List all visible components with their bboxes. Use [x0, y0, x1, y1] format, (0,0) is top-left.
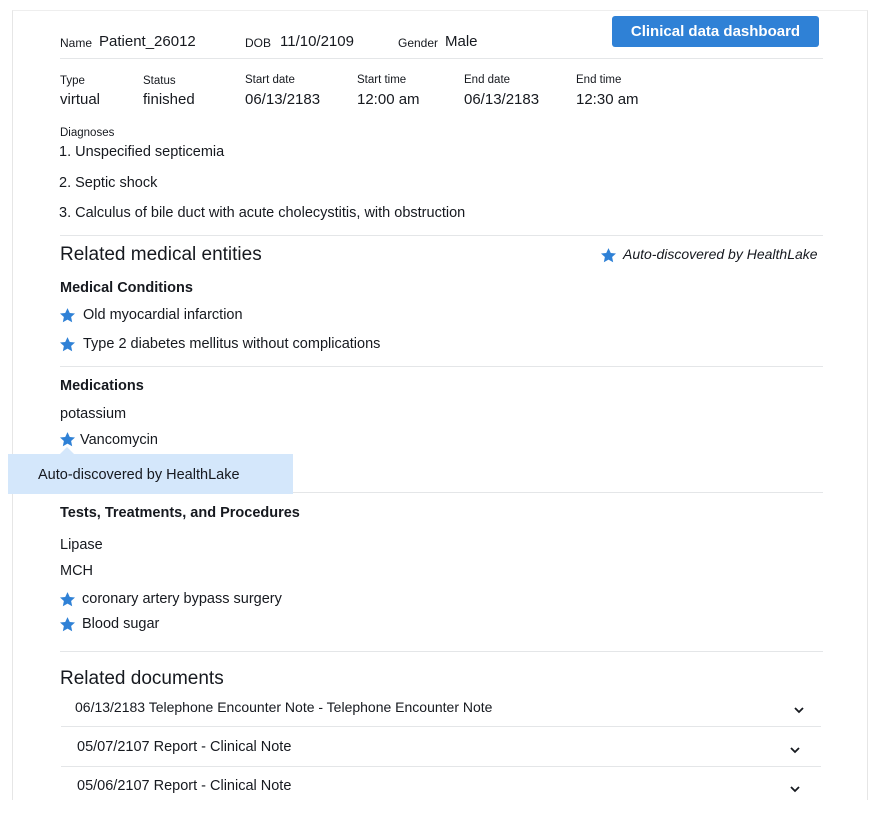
- related-entities-title: Related medical entities: [60, 244, 262, 265]
- star-icon: [59, 616, 76, 633]
- document-title: 05/07/2107 Report - Clinical Note: [77, 739, 292, 755]
- type-label: Type: [60, 75, 85, 87]
- dob-label: DOB: [245, 36, 272, 50]
- diagnosis-item: 3. Calculus of bile duct with acute cholecystitis, with obstruction: [59, 205, 466, 221]
- end-date-value: 06/13/2183: [464, 91, 540, 108]
- end-date-label: End date: [464, 74, 511, 86]
- gender-value: Male: [445, 33, 478, 50]
- star-icon: [600, 247, 617, 264]
- star-icon: [59, 336, 76, 353]
- clinical-data-dashboard-button[interactable]: Clinical data dashboard: [612, 16, 819, 47]
- divider: [60, 58, 823, 59]
- document-title: 05/06/2107 Report - Clinical Note: [77, 778, 292, 794]
- star-icon: [59, 307, 76, 324]
- type-value: virtual: [60, 91, 101, 108]
- start-date-value: 06/13/2183: [245, 91, 321, 108]
- procedure-item: Blood sugar: [82, 616, 160, 632]
- tooltip-arrow: [60, 447, 74, 454]
- condition-item: Old myocardial infarction: [83, 307, 243, 323]
- start-time-value: 12:00 am: [357, 91, 420, 108]
- medication-item: Vancomycin: [80, 432, 158, 448]
- document-row[interactable]: [61, 767, 821, 800]
- medication-item: potassium: [60, 406, 127, 422]
- name-label: Name: [60, 36, 93, 50]
- divider: [60, 235, 823, 236]
- chevron-down-icon[interactable]: [789, 744, 801, 756]
- status-value: finished: [143, 91, 195, 108]
- medical-conditions-title: Medical Conditions: [60, 280, 193, 296]
- document-row[interactable]: [61, 727, 821, 767]
- patient-name: Patient_26012: [99, 33, 196, 50]
- procedure-item: MCH: [60, 563, 94, 579]
- related-documents-title: Related documents: [60, 668, 224, 689]
- start-date-label: Start date: [245, 74, 295, 86]
- start-time-label: Start time: [357, 74, 407, 86]
- end-time-value: 12:30 am: [576, 91, 639, 108]
- end-time-label: End time: [576, 74, 622, 86]
- diagnoses-label: Diagnoses: [60, 127, 115, 139]
- chevron-down-icon[interactable]: [793, 704, 805, 716]
- medications-title: Medications: [60, 378, 144, 394]
- gender-label: Gender: [398, 36, 439, 50]
- procedures-title: Tests, Treatments, and Procedures: [60, 505, 300, 521]
- auto-discovered-tooltip: Auto-discovered by HealthLake: [8, 454, 293, 494]
- procedure-item: Lipase: [60, 537, 103, 553]
- chevron-down-icon[interactable]: [789, 783, 801, 795]
- star-icon[interactable]: [59, 431, 76, 448]
- encounter-card: [12, 10, 868, 800]
- procedure-item: coronary artery bypass surgery: [82, 591, 282, 607]
- document-title: 06/13/2183 Telephone Encounter Note - Telephone Encounter Note: [75, 699, 493, 715]
- divider: [60, 651, 823, 652]
- diagnosis-item: 1. Unspecified septicemia: [59, 144, 225, 160]
- document-row[interactable]: [61, 687, 821, 727]
- status-label: Status: [143, 75, 176, 87]
- auto-discovered-note: Auto-discovered by HealthLake: [623, 246, 818, 262]
- dob-value: 11/10/2109: [280, 33, 354, 50]
- star-icon: [59, 591, 76, 608]
- diagnosis-item: 2. Septic shock: [59, 175, 158, 191]
- divider: [60, 366, 823, 367]
- condition-item: Type 2 diabetes mellitus without complications: [83, 336, 381, 352]
